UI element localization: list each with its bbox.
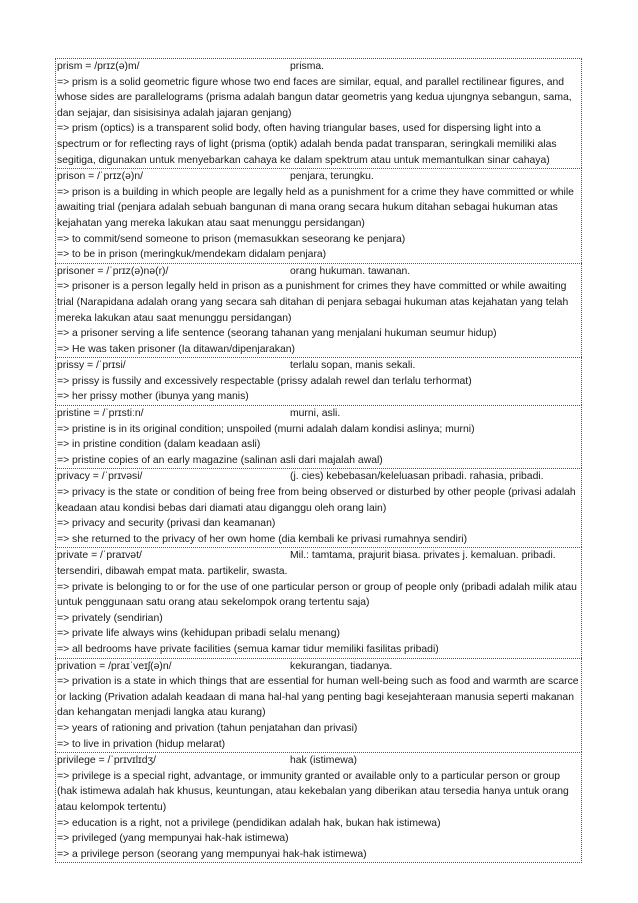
entry-word: prism = /prɪz(ə)m/ xyxy=(57,61,140,72)
entry-word: prisoner = /ˈprɪz(ə)nə(r)/ xyxy=(57,265,169,277)
entry-line: => privation is a state in which things that are essential for human well-being such as food and warmth are scarce or lacking (Privation adalah keadaan di mana hal-hal yang penting bagi kesejahteraan manusia seperti makanan dan kehangatan menjadi langka atau kurang) xyxy=(57,676,579,719)
entry-line: => prism (optics) is a transparent solid body, often having triangular bases, used for dispersing light into a spectrum or for reflecting rays of light (prisma (optik) adalah benda padat transparan, seringkali memiliki alas segitiga, digunakan untuk menyebarkan cahaya ke dalam spektrum atau untuk memantulkan sinar cahaya) xyxy=(57,123,557,166)
entry-line: => she returned to the privacy of her own home (dia kembali ke privasi rumahnya sendiri) xyxy=(57,533,468,545)
entry-privation xyxy=(55,658,582,753)
entry-translation: kekurangan, tiadanya. xyxy=(290,660,393,672)
entry-line: => education is a right, not a privilege (pendidikan adalah hak, bukan hak istimewa) xyxy=(57,817,441,829)
entry-line: => privately (sendirian) xyxy=(57,612,163,624)
entry-prisoner xyxy=(55,263,582,358)
entry-line: => pristine is in its original condition; unspoiled (murni adalah dalam kondisi aslinya; murni) xyxy=(57,423,475,435)
entry-line: => privacy and security (privasi dan keamanan) xyxy=(57,518,276,530)
entry-word: privacy = /ˈprɪvəsi/ xyxy=(57,471,143,483)
entry-word: privilege = /ˈprɪvɪlɪdʒ/ xyxy=(57,755,157,767)
entry-word: prison = /ˈprɪz(ə)n/ xyxy=(57,171,143,183)
dictionary-sheet xyxy=(55,58,582,863)
entry-line: => prissy is fussily and excessively respectable (prissy adalah rewel dan terlalu terhormat) xyxy=(57,375,472,387)
entry-translation: (j. cies) kebebasan/keleluasan pribadi. rahasia, pribadi. xyxy=(290,471,544,483)
entry-line: => private life always wins (kehidupan pribadi selalu menang) xyxy=(57,628,341,640)
entry-line: => private is belonging to or for the use of one particular person or group of people only (pribadi adalah milik atau untuk penggunaan satu orang atau sekelompok orang tertentu saja) xyxy=(57,581,577,609)
entry-translation: terlalu sopan, manis sekali. xyxy=(290,360,416,372)
entry-line: => privacy is the state or condition of being free from being observed or disturbed by other people (privasi adalah keadaan atau kondisi bebas dari diamati atau diganggu oleh orang lain) xyxy=(57,487,576,514)
entry-line: => prisoner is a person legally held in prison as a punishment for crimes they have committed or while awaiting trial (Narapidana adalah orang yang secara sah ditahan di penjara sebagai hukuman atas kejahatan yang telah mereka lakukan atau saat menunggu persidangan) xyxy=(57,281,569,324)
entry-prissy xyxy=(55,357,582,405)
entry-word: prissy = /ˈprɪsi/ xyxy=(57,360,126,372)
entry-translation: penjara, terungku. xyxy=(290,171,374,183)
entry-translation: prisma. xyxy=(290,61,325,72)
entry-pristine xyxy=(55,405,582,468)
entry-line: => to live in privation (hidup melarat) xyxy=(57,738,226,750)
entry-line: => a privilege person (seorang yang mempunyai hak-hak istimewa) xyxy=(57,848,367,860)
entry-translation: Mil.: tamtama, prajurit biasa. privates j. kemaluan. pribadi. xyxy=(290,550,556,562)
entry-translation: hak (istimewa) xyxy=(290,755,357,767)
entry-line: => prison is a building in which people are legally held as a punishment for a crime they have committed or while awaiting trial (penjara adalah sebuah bangunan di mana orang secara hukum ditahan sebagai hukuman atas kejahatan yang mereka lakukan atau saat menunggu persidangan) xyxy=(57,186,574,229)
entry-line: => all bedrooms have private facilities (semua kamar tidur memiliki fasilitas pribadi) xyxy=(57,643,439,655)
entry-prison xyxy=(55,168,582,263)
entry-translation: murni, asli. xyxy=(290,408,341,420)
entry-word: private = /ˈpraɪvət/ xyxy=(57,550,142,562)
entry-prism xyxy=(55,58,582,168)
entry-line: => years of rationing and privation (tahun penjatahan dan privasi) xyxy=(57,722,358,734)
entry-line: => privilege is a special right, advantage, or immunity granted or available only to a particular person or group (hak istimewa adalah hak khusus, keuntungan, atau kekebalan yang diberikan atau tersedia hanya untuk orang atau kelompok tertentu) xyxy=(57,770,569,813)
entry-line: => a prisoner serving a life sentence (seorang tahanan yang menjalani hukuman seumur hidup) xyxy=(57,328,497,340)
entry-word: pristine = /ˈprɪstiːn/ xyxy=(57,408,144,420)
entry-privilege xyxy=(55,752,582,863)
entry-translation: orang hukuman. tawanan. xyxy=(290,265,411,277)
entry-line: => in pristine condition (dalam keadaan asli) xyxy=(57,439,261,451)
entry-line: => to commit/send someone to prison (memasukkan seseorang ke penjara) xyxy=(57,233,406,245)
entry-private xyxy=(55,547,582,657)
entry-line: => prism is a solid geometric figure whose two end faces are similar, equal, and parallel rectilinear figures, and whose sides are parallelograms (prisma adalah bangun datar geometris yang kedua ujungnya sebangun, sama, dan sejajar, dan sisisisinya adalah jajaran genjang) xyxy=(57,76,572,119)
entry-line: tersendiri, dibawah empat mata. partikelir, swasta. xyxy=(57,566,288,577)
entry-line: => pristine copies of an early magazine (salinan asli dari majalah awal) xyxy=(57,454,383,466)
entry-line: => to be in prison (meringkuk/mendekam didalam penjara) xyxy=(57,249,327,261)
entry-line: => privileged (yang mempunyai hak-hak istimewa) xyxy=(57,833,289,845)
entry-word: privation = /praɪˈveɪʃ(ə)n/ xyxy=(57,660,172,672)
entry-line: => her prissy mother (ibunya yang manis) xyxy=(57,391,249,403)
entry-line: => He was taken prisoner (Ia ditawan/dipenjarakan) xyxy=(57,343,295,355)
entry-privacy xyxy=(55,468,582,547)
